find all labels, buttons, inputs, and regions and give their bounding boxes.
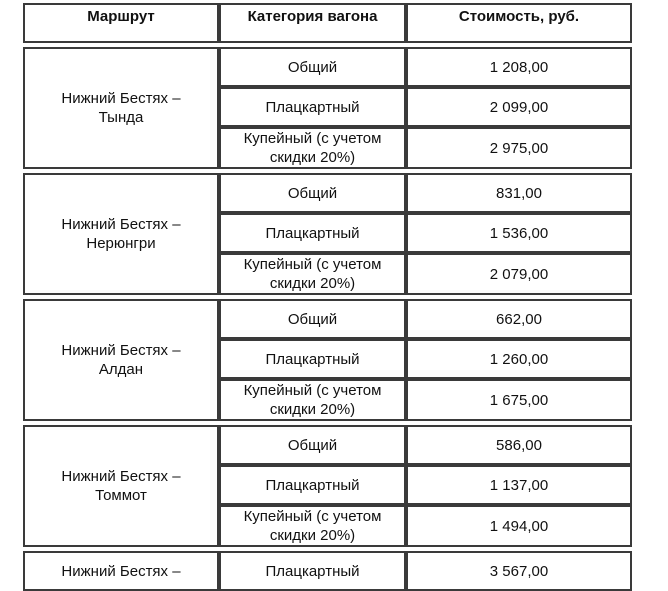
table-row — [23, 551, 632, 591]
category-cell — [219, 127, 406, 169]
route-cell — [23, 425, 219, 547]
route-cell — [23, 299, 219, 421]
category-line: скидки 20%) — [269, 275, 356, 292]
table-row — [23, 299, 632, 339]
category-cell: Общий — [219, 425, 406, 465]
cost-cell: 1 208,00 — [406, 47, 632, 87]
category-cell: Плацкартный — [219, 465, 406, 505]
route-cell — [23, 551, 219, 591]
category-line: Купейный (с учетом — [243, 382, 382, 399]
header-category: Категория вагона — [219, 3, 406, 43]
route-destination: Нерюнгри — [86, 235, 156, 252]
route-destination: Алдан — [98, 361, 144, 378]
category-cell — [219, 505, 406, 547]
category-line: Купейный (с учетом — [243, 130, 382, 147]
cost-cell: 3 567,00 — [406, 551, 632, 591]
table-row — [23, 173, 632, 213]
category-line: скидки 20%) — [269, 527, 356, 544]
category-cell: Общий — [219, 299, 406, 339]
category-cell: Плацкартный — [219, 339, 406, 379]
cost-cell: 831,00 — [406, 173, 632, 213]
route-line: Нижний Бестях – — [61, 216, 181, 233]
cost-cell: 2 079,00 — [406, 253, 632, 295]
category-line: Купейный (с учетом — [243, 508, 382, 525]
route-line: Нижний Бестях – — [61, 468, 181, 485]
cost-cell: 1 494,00 — [406, 505, 632, 547]
table-row — [23, 425, 632, 465]
category-cell — [219, 379, 406, 421]
cost-cell: 2 099,00 — [406, 87, 632, 127]
cost-cell: 1 260,00 — [406, 339, 632, 379]
cost-cell: 1 536,00 — [406, 213, 632, 253]
category-line: скидки 20%) — [269, 401, 356, 418]
category-cell: Плацкартный — [219, 213, 406, 253]
table-row — [23, 47, 632, 87]
category-cell: Плацкартный — [219, 551, 406, 591]
route-line: Нижний Бестях – — [61, 90, 181, 107]
route-destination: Томмот — [95, 487, 147, 504]
fare-table — [23, 3, 632, 591]
category-cell: Плацкартный — [219, 87, 406, 127]
category-cell: Общий — [219, 173, 406, 213]
cost-cell: 586,00 — [406, 425, 632, 465]
category-line: скидки 20%) — [269, 149, 356, 166]
route-cell — [23, 173, 219, 295]
category-line: Купейный (с учетом — [243, 256, 382, 273]
category-cell: Общий — [219, 47, 406, 87]
route-line: Нижний Бестях – — [61, 342, 181, 359]
cost-cell: 1 675,00 — [406, 379, 632, 421]
cost-cell: 1 137,00 — [406, 465, 632, 505]
cost-cell: 2 975,00 — [406, 127, 632, 169]
cost-cell: 662,00 — [406, 299, 632, 339]
header-cost: Стоимость, руб. — [406, 3, 632, 43]
category-cell — [219, 253, 406, 295]
route-cell — [23, 47, 219, 169]
header-route: Маршрут — [23, 3, 219, 43]
route-destination: Тында — [98, 109, 144, 126]
header-row — [23, 3, 632, 43]
route-line: Нижний Бестях – — [61, 562, 181, 580]
